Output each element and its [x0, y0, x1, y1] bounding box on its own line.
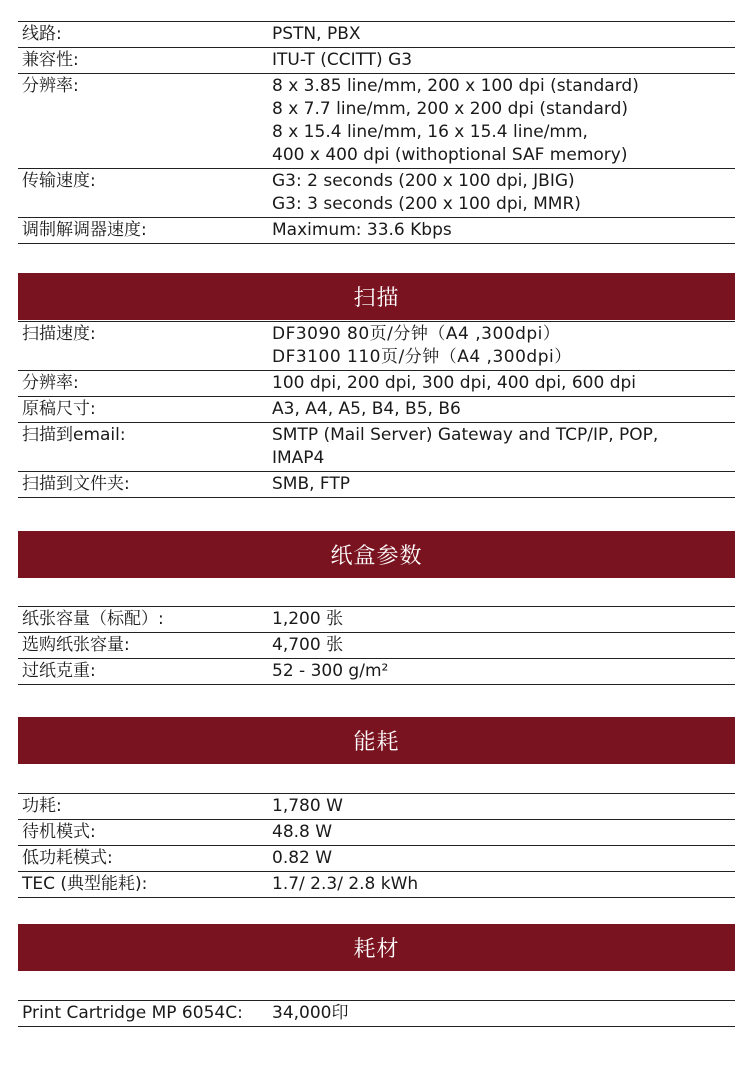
row-value [272, 821, 735, 844]
row-label: 分辨率: [22, 76, 79, 96]
row-value [272, 873, 735, 896]
row-label: 原稿尺寸: [22, 399, 96, 419]
section-header-paper-tray: 纸盒参数 [18, 531, 735, 578]
section-header-scan: 扫描 [18, 273, 735, 320]
value-line: DF3100 110页/分钟（A4 ,300dpi） [272, 347, 572, 367]
spec-row-print-cartridge [18, 1001, 735, 1027]
value-line: ITU-T (CCITT) G3 [272, 50, 413, 70]
row-value [272, 49, 735, 72]
row-label: 兼容性: [22, 50, 79, 70]
spec-row-scan-to-folder [18, 472, 735, 498]
section-header-supplies: 耗材 [18, 924, 735, 971]
row-label: 传输速度: [22, 171, 96, 191]
value-line: 48.8 W [272, 822, 333, 842]
value-line: DF3090 80页/分钟（A4 ,300dpi） [272, 324, 561, 344]
value-line: 52 - 300 g/m² [272, 661, 389, 681]
row-value [272, 75, 735, 167]
row-value [272, 608, 735, 631]
value-line: 8 x 15.4 line/mm, 16 x 15.4 line/mm, [272, 122, 588, 142]
spec-row-resolution [18, 74, 735, 169]
row-value [272, 660, 735, 683]
row-label: 选购纸张容量: [22, 635, 130, 655]
spec-row-transmission-speed [18, 169, 735, 218]
value-line: 8 x 3.85 line/mm, 200 x 100 dpi (standard) [272, 76, 639, 96]
spec-row-tec [18, 872, 735, 898]
row-value [272, 1002, 735, 1025]
value-line: PSTN, PBX [272, 24, 361, 44]
row-value [272, 634, 735, 657]
paper-spec-table [18, 606, 735, 685]
value-line: 1,780 W [272, 796, 343, 816]
section-header-power: 能耗 [18, 717, 735, 764]
spec-row-scan-speed [18, 322, 735, 371]
fax-spec-table [18, 21, 735, 244]
row-label: 扫描速度: [22, 324, 96, 344]
row-label: 扫描到文件夹: [22, 474, 130, 494]
row-value [272, 473, 735, 496]
spec-row-low-power-mode [18, 846, 735, 872]
value-line: G3: 3 seconds (200 x 100 dpi, MMR) [272, 194, 581, 214]
value-line: 1,200 张 [272, 609, 344, 629]
power-spec-table [18, 793, 735, 898]
value-line: 0.82 W [272, 848, 333, 868]
spec-row-original-size [18, 397, 735, 423]
spec-row-paper-capacity-standard [18, 607, 735, 633]
spec-row-scan-resolution [18, 371, 735, 397]
value-line: 400 x 400 dpi (withoptional SAF memory) [272, 145, 628, 165]
scan-spec-table [18, 321, 735, 498]
value-line: 34,000印 [272, 1003, 349, 1023]
row-label: 待机模式: [22, 822, 96, 842]
row-value [272, 219, 735, 242]
spec-row-power-consumption [18, 794, 735, 820]
value-line: Maximum: 33.6 Kbps [272, 220, 452, 240]
row-label: Print Cartridge MP 6054C: [22, 1003, 243, 1023]
row-value [272, 424, 735, 470]
row-label: 过纸克重: [22, 661, 96, 681]
value-line: A3, A4, A5, B4, B5, B6 [272, 399, 461, 419]
row-value [272, 372, 735, 395]
row-label: 功耗: [22, 796, 62, 816]
value-line: 8 x 7.7 line/mm, 200 x 200 dpi (standard) [272, 99, 629, 119]
value-line: 100 dpi, 200 dpi, 300 dpi, 400 dpi, 600 dpi [272, 373, 637, 393]
row-label: 纸张容量（标配）: [22, 609, 164, 629]
row-value [272, 398, 735, 421]
row-value [272, 847, 735, 870]
row-label: 调制解调器速度: [22, 220, 147, 240]
value-line: 4,700 张 [272, 635, 344, 655]
spec-row-scan-to-email [18, 423, 735, 472]
row-label: 低功耗模式: [22, 848, 113, 868]
spec-row-standby-mode [18, 820, 735, 846]
row-label: 扫描到email: [22, 425, 126, 445]
spec-row-modem-speed [18, 218, 735, 244]
value-line: IMAP4 [272, 448, 325, 468]
value-line: 1.7/ 2.3/ 2.8 kWh [272, 874, 419, 894]
value-line: SMTP (Mail Server) Gateway and TCP/IP, POP, [272, 425, 659, 445]
value-line: SMB, FTP [272, 474, 351, 494]
row-label: 分辨率: [22, 373, 79, 393]
row-label: TEC (典型能耗): [22, 874, 148, 894]
row-value [272, 23, 735, 46]
spec-row-paper-weight [18, 659, 735, 685]
spec-row-line [18, 22, 735, 48]
supplies-spec-table [18, 1000, 735, 1027]
row-value [272, 170, 735, 216]
row-label: 线路: [22, 24, 62, 44]
row-value [272, 795, 735, 818]
spec-row-paper-capacity-optional [18, 633, 735, 659]
spec-row-compatibility [18, 48, 735, 74]
value-line: G3: 2 seconds (200 x 100 dpi, JBIG) [272, 171, 575, 191]
row-value [272, 323, 735, 369]
